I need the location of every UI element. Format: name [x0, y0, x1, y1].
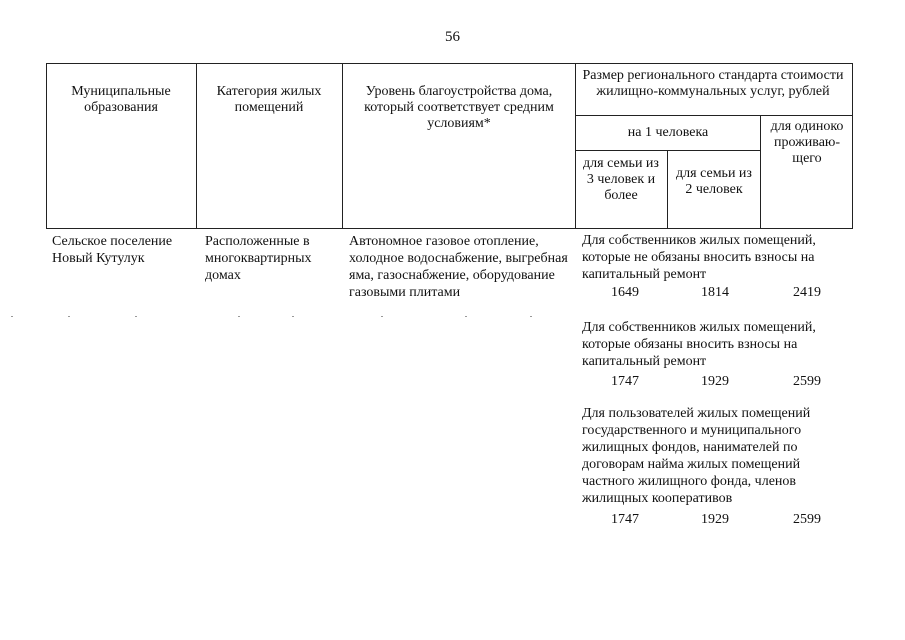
- row-divider: [575, 150, 760, 151]
- group-label: Для собственников жилых помещений, которые обязаны вносить взносы на капитальный ремонт: [582, 320, 816, 369]
- scan-speck: [381, 316, 383, 317]
- column-divider: [575, 63, 576, 229]
- scan-speck: [238, 316, 240, 317]
- header-family2: для семьи из 2 человек: [676, 166, 752, 197]
- scan-speck: [68, 316, 70, 317]
- group-label: Для пользователей жилых помещений государственного и муниципального жилищных фондов, нанимателей по договорам найма жилых помещений частного жилищного фонда, членов жилищных кооперативов: [582, 406, 811, 506]
- header-per-person: на 1 человека: [627, 125, 709, 140]
- value-single: 2599: [793, 512, 821, 527]
- row-divider: [575, 115, 852, 116]
- value-family2: 1929: [701, 374, 729, 389]
- column-divider: [342, 63, 343, 229]
- page-number: 56: [445, 29, 460, 45]
- table-border-right: [852, 63, 853, 229]
- header-single: для одиноко проживаю-щего: [770, 119, 844, 166]
- scan-speck: [465, 316, 467, 317]
- header-municipality: Муниципальные образования: [71, 84, 171, 115]
- value-single: 2599: [793, 374, 821, 389]
- value-family2: 1814: [701, 285, 729, 300]
- municipality-cell: Сельское поселение Новый Кутулук: [52, 234, 173, 266]
- header-level: Уровень благоустройства дома, который соответствует средним условиям*: [364, 84, 554, 131]
- column-divider: [196, 63, 197, 229]
- value-family3: 1649: [611, 285, 639, 300]
- header-family3: для семьи из 3 человек и более: [583, 156, 659, 203]
- value-family3: 1747: [611, 374, 639, 389]
- header-standard: Размер регионального стандарта стоимости жилищно-коммунальных услуг, рублей: [582, 68, 844, 99]
- scan-speck: [292, 316, 294, 317]
- scan-speck: [135, 316, 137, 317]
- value-family2: 1929: [701, 512, 729, 527]
- header-category: Категория жилых помещений: [216, 84, 322, 115]
- scan-speck: [530, 316, 532, 317]
- level-cell: Автономное газовое отопление, холодное водоснабжение, выгребная яма, газоснабжение, оборудование газовыми плитами: [349, 234, 568, 300]
- column-divider: [760, 115, 761, 229]
- column-divider: [667, 150, 668, 229]
- table-border-left: [46, 63, 47, 229]
- value-family3: 1747: [611, 512, 639, 527]
- category-cell: Расположенные в многоквартирных домах: [205, 234, 312, 283]
- value-single: 2419: [793, 285, 821, 300]
- scan-speck: [11, 316, 13, 317]
- group-label: Для собственников жилых помещений, которые не обязаны вносить взносы на капитальный ремонт: [582, 233, 816, 282]
